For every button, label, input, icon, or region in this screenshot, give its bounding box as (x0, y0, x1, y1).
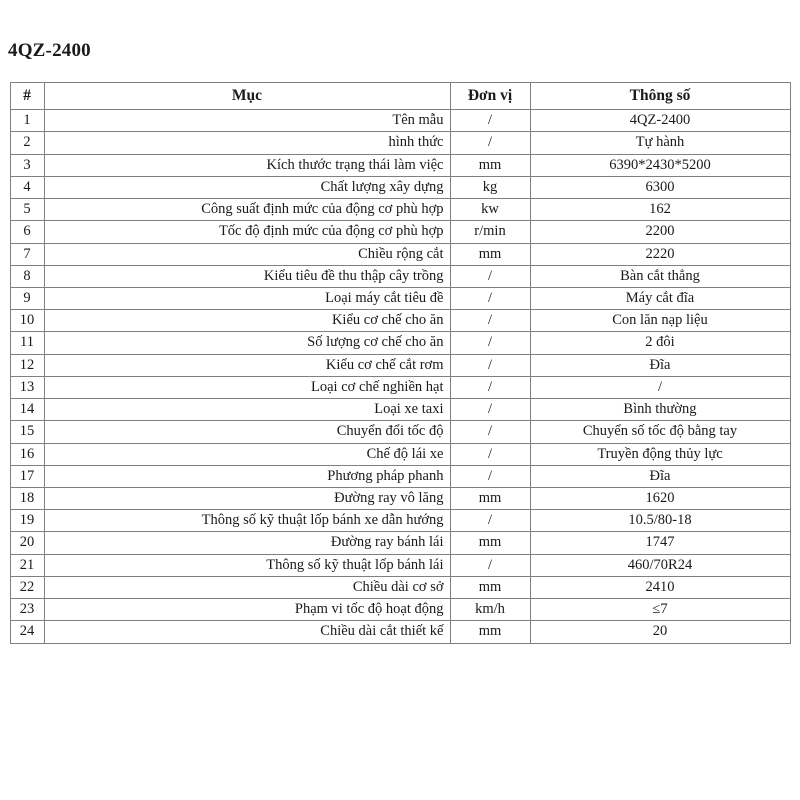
cell-value: / (530, 376, 790, 398)
cell-index: 18 (10, 487, 44, 509)
cell-item-name: Đường ray vô lăng (44, 487, 450, 509)
cell-item-name: Loại máy cắt tiêu đề (44, 288, 450, 310)
cell-value: Truyền động thủy lực (530, 443, 790, 465)
cell-index: 6 (10, 221, 44, 243)
cell-unit: mm (450, 154, 530, 176)
cell-item-name: Loại cơ chế nghiền hạt (44, 376, 450, 398)
cell-index: 10 (10, 310, 44, 332)
cell-index: 13 (10, 376, 44, 398)
cell-value: 2 đôi (530, 332, 790, 354)
cell-item-name: Kiểu cơ chế cho ăn (44, 310, 450, 332)
cell-index: 12 (10, 354, 44, 376)
table-row (10, 110, 790, 132)
table-row (10, 376, 790, 398)
table-row (10, 265, 790, 287)
cell-item-name: Công suất định mức của động cơ phù hợp (44, 199, 450, 221)
cell-item-name: Thông số kỹ thuật lốp bánh lái (44, 554, 450, 576)
cell-index: 15 (10, 421, 44, 443)
cell-value: 10.5/80-18 (530, 510, 790, 532)
cell-index: 24 (10, 621, 44, 643)
cell-item-name: Phạm vi tốc độ hoạt động (44, 599, 450, 621)
cell-unit: / (450, 554, 530, 576)
table-row (10, 487, 790, 509)
cell-value: Bình thường (530, 399, 790, 421)
table-row (10, 510, 790, 532)
cell-item-name: Kích thước trạng thái làm việc (44, 154, 450, 176)
table-row (10, 465, 790, 487)
cell-index: 9 (10, 288, 44, 310)
cell-index: 1 (10, 110, 44, 132)
column-header-index: # (10, 83, 44, 110)
cell-unit: / (450, 354, 530, 376)
cell-item-name: Chiều dài cơ sở (44, 576, 450, 598)
cell-unit: / (450, 288, 530, 310)
cell-index: 5 (10, 199, 44, 221)
cell-value: Chuyển số tốc độ bằng tay (530, 421, 790, 443)
cell-unit: kg (450, 176, 530, 198)
cell-index: 19 (10, 510, 44, 532)
cell-value: Đĩa (530, 465, 790, 487)
cell-unit: / (450, 310, 530, 332)
cell-value: Tự hành (530, 132, 790, 154)
cell-item-name: Tốc độ định mức của động cơ phù hợp (44, 221, 450, 243)
table-row (10, 399, 790, 421)
table-row (10, 310, 790, 332)
cell-value: 2410 (530, 576, 790, 598)
cell-item-name: Kiểu tiêu đề thu thập cây trồng (44, 265, 450, 287)
cell-item-name: Tên mẫu (44, 110, 450, 132)
page-title: 4QZ-2400 (8, 40, 91, 61)
cell-index: 22 (10, 576, 44, 598)
cell-unit: / (450, 110, 530, 132)
column-header-value: Thông số (530, 83, 790, 110)
table-row (10, 621, 790, 643)
table-row (10, 599, 790, 621)
cell-unit: mm (450, 621, 530, 643)
cell-item-name: Kiểu cơ chế cắt rơm (44, 354, 450, 376)
cell-value: 2220 (530, 243, 790, 265)
cell-item-name: Thông số kỹ thuật lốp bánh xe dẫn hướng (44, 510, 450, 532)
table-row (10, 288, 790, 310)
table-body (10, 110, 790, 643)
cell-item-name: Đường ray bánh lái (44, 532, 450, 554)
table-row (10, 332, 790, 354)
cell-item-name: Phương pháp phanh (44, 465, 450, 487)
table-row (10, 421, 790, 443)
table-row (10, 443, 790, 465)
table-row (10, 354, 790, 376)
cell-unit: mm (450, 487, 530, 509)
cell-value: 6390*2430*5200 (530, 154, 790, 176)
cell-index: 14 (10, 399, 44, 421)
cell-index: 23 (10, 599, 44, 621)
cell-value: 4QZ-2400 (530, 110, 790, 132)
table-row (10, 176, 790, 198)
cell-unit: / (450, 399, 530, 421)
table-header (10, 83, 790, 110)
cell-unit: mm (450, 532, 530, 554)
cell-index: 16 (10, 443, 44, 465)
cell-unit: mm (450, 243, 530, 265)
table-row (10, 576, 790, 598)
cell-item-name: Chất lượng xây dựng (44, 176, 450, 198)
cell-value: Bàn cắt thẳng (530, 265, 790, 287)
cell-value: 20 (530, 621, 790, 643)
cell-unit: kw (450, 199, 530, 221)
cell-index: 7 (10, 243, 44, 265)
cell-index: 11 (10, 332, 44, 354)
cell-unit: km/h (450, 599, 530, 621)
cell-unit: / (450, 332, 530, 354)
cell-value: 6300 (530, 176, 790, 198)
table-row (10, 154, 790, 176)
cell-unit: / (450, 265, 530, 287)
cell-item-name: Chế độ lái xe (44, 443, 450, 465)
specification-table (10, 82, 791, 644)
cell-value: Đĩa (530, 354, 790, 376)
cell-value: Máy cắt đĩa (530, 288, 790, 310)
cell-unit: / (450, 465, 530, 487)
cell-index: 4 (10, 176, 44, 198)
column-header-item: Mục (44, 83, 450, 110)
table-row (10, 221, 790, 243)
table-row (10, 132, 790, 154)
cell-item-name: hình thức (44, 132, 450, 154)
cell-value: 1620 (530, 487, 790, 509)
cell-index: 17 (10, 465, 44, 487)
cell-unit: r/min (450, 221, 530, 243)
table-row (10, 243, 790, 265)
cell-index: 8 (10, 265, 44, 287)
cell-unit: / (450, 132, 530, 154)
cell-unit: mm (450, 576, 530, 598)
cell-value: 162 (530, 199, 790, 221)
cell-index: 2 (10, 132, 44, 154)
cell-unit: / (450, 510, 530, 532)
cell-value: 1747 (530, 532, 790, 554)
table-row (10, 532, 790, 554)
table-row (10, 554, 790, 576)
table-header-row (10, 83, 790, 110)
cell-value: 460/70R24 (530, 554, 790, 576)
cell-index: 20 (10, 532, 44, 554)
cell-item-name: Số lượng cơ chế cho ăn (44, 332, 450, 354)
cell-unit: / (450, 421, 530, 443)
column-header-unit: Đơn vị (450, 83, 530, 110)
cell-item-name: Chuyển đổi tốc độ (44, 421, 450, 443)
cell-value: 2200 (530, 221, 790, 243)
cell-value: Con lăn nạp liệu (530, 310, 790, 332)
cell-unit: / (450, 376, 530, 398)
cell-item-name: Chiều dài cắt thiết kế (44, 621, 450, 643)
cell-value: ≤7 (530, 599, 790, 621)
cell-index: 3 (10, 154, 44, 176)
cell-item-name: Loại xe taxi (44, 399, 450, 421)
table-row (10, 199, 790, 221)
cell-index: 21 (10, 554, 44, 576)
cell-unit: / (450, 443, 530, 465)
cell-item-name: Chiều rộng cắt (44, 243, 450, 265)
